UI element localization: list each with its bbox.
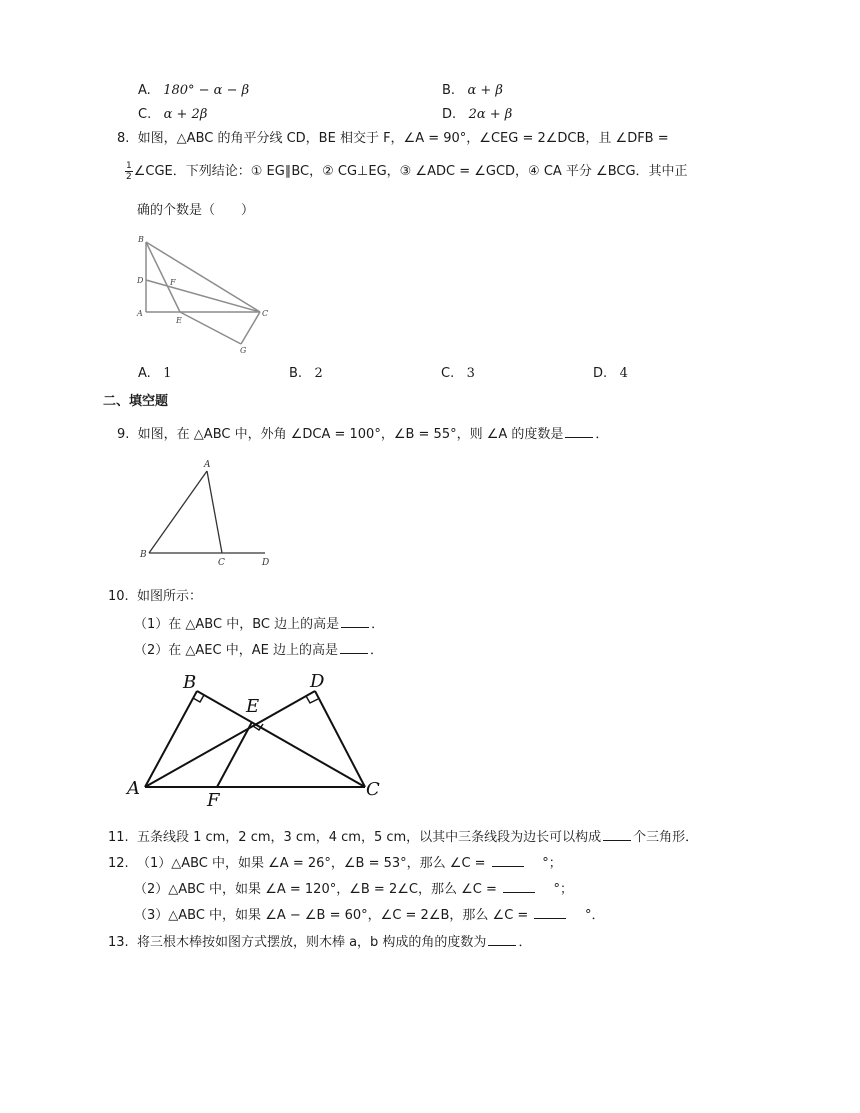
- q7-option-a: A. 180° − α − β: [138, 83, 250, 98]
- q9-answer-blank: [565, 425, 593, 438]
- q8-figure: [130, 228, 280, 358]
- q10-label-f: F: [207, 790, 220, 811]
- q8-label-g: G: [240, 346, 247, 355]
- q10-number: 10.: [108, 589, 129, 604]
- q12-answer-blank-2: [503, 880, 535, 893]
- q10-label-c: C: [366, 779, 380, 800]
- q8-number: 8.: [117, 131, 130, 146]
- q13-text: 13. 将三根木棒按如图方式摆放，则木棒 a，b 构成的角的度数为 ．: [108, 935, 532, 950]
- q9-label-c: C: [218, 558, 225, 568]
- q8-line2: $\frac{1}{2}$ ∠CGE．下列结论：① EG∥BC，② CG⊥EG，③ ∠ADC = ∠GCD，④ CA 平分 ∠BCG．其中正: [126, 161, 688, 182]
- q10-label-a: A: [127, 778, 140, 799]
- q7-option-c: C. α + 2β: [138, 107, 208, 122]
- q8-label-e: E: [176, 316, 182, 325]
- q8-edge-eg: [180, 312, 241, 344]
- q8-edge-gc: [241, 312, 260, 344]
- q9-label-a: A: [204, 460, 211, 470]
- q10-sub1: （1）在 △ABC 中，BC 边上的高是 ．: [134, 617, 385, 632]
- q8-line3: 确的个数是（ ）: [137, 203, 255, 218]
- q8-label-f: F: [170, 278, 176, 287]
- q12-answer-blank-3: [534, 906, 566, 919]
- q12-sub1: 12. （1）△ABC 中，如果 ∠A = 26°，∠B = 53°，那么 ∠C = °；: [108, 856, 562, 871]
- q12-sub2: （2）△ABC 中，如果 ∠A = 120°，∠B = 2∠C，那么 ∠C = °；: [134, 882, 574, 897]
- q9-edge-ac: [207, 471, 222, 553]
- q7-option-b: B. α + β: [442, 83, 503, 98]
- q8-option-a: A. 1: [138, 366, 172, 381]
- q9-edge-ab: [149, 471, 207, 553]
- q11-number: 11.: [108, 830, 129, 845]
- q8-edge-cd: [146, 280, 260, 312]
- q10-label-d: D: [310, 671, 325, 692]
- q10-answer-blank-1: [341, 615, 369, 628]
- q10-sub2: （2）在 △AEC 中，AE 边上的高是 ．: [134, 643, 383, 658]
- q11-answer-blank: [603, 828, 631, 841]
- q11-text: 11. 五条线段 1 cm，2 cm，3 cm，4 cm，5 cm，以其中三条线段为边长可以构成 个三角形．: [108, 830, 699, 845]
- q9-figure: [135, 455, 280, 570]
- q9-label-b: B: [140, 550, 147, 560]
- q9-number: 9.: [117, 427, 130, 442]
- q10-figure: [120, 667, 395, 815]
- q10-right-angle-d: [306, 696, 318, 703]
- q10-answer-blank-2: [340, 641, 368, 654]
- q8-option-d: D. 4: [593, 366, 628, 381]
- q12-number: 12.: [108, 856, 129, 871]
- q7-option-d: D. 2α + β: [442, 107, 513, 122]
- q8-label-b: B: [138, 235, 144, 244]
- q13-answer-blank: [488, 933, 516, 946]
- q8-fraction: $\frac{1}{2}$: [126, 161, 132, 182]
- q10-intro: 10. 如图所示：: [108, 589, 202, 604]
- q8-line1: 8. 如图，△ABC 的角平分线 CD，BE 相交于 F，∠A = 90°，∠CEG = 2∠DCB，且 ∠DFB =: [117, 131, 669, 146]
- q12-answer-blank-1: [492, 854, 524, 867]
- section-heading-fill-in: 二、填空题: [103, 394, 169, 409]
- q8-label-c: C: [262, 309, 269, 318]
- q12-sub3: （3）△ABC 中，如果 ∠A − ∠B = 60°，∠C = 2∠B，那么 ∠C = °．: [134, 908, 605, 923]
- q8-label-a: A: [137, 309, 143, 318]
- q8-option-b: B. 2: [289, 366, 323, 381]
- q8-label-d: D: [137, 276, 144, 285]
- q10-label-b: B: [183, 672, 197, 693]
- q13-number: 13.: [108, 935, 129, 950]
- q9-label-d: D: [262, 558, 270, 568]
- q10-label-e: E: [246, 696, 260, 717]
- q9-text: 9. 如图，在 △ABC 中，外角 ∠DCA = 100°，∠B = 55°，则 ∠A 的度数是 ．: [117, 427, 609, 442]
- q8-option-c: C. 3: [441, 366, 475, 381]
- q10-edge-fe: [217, 722, 252, 787]
